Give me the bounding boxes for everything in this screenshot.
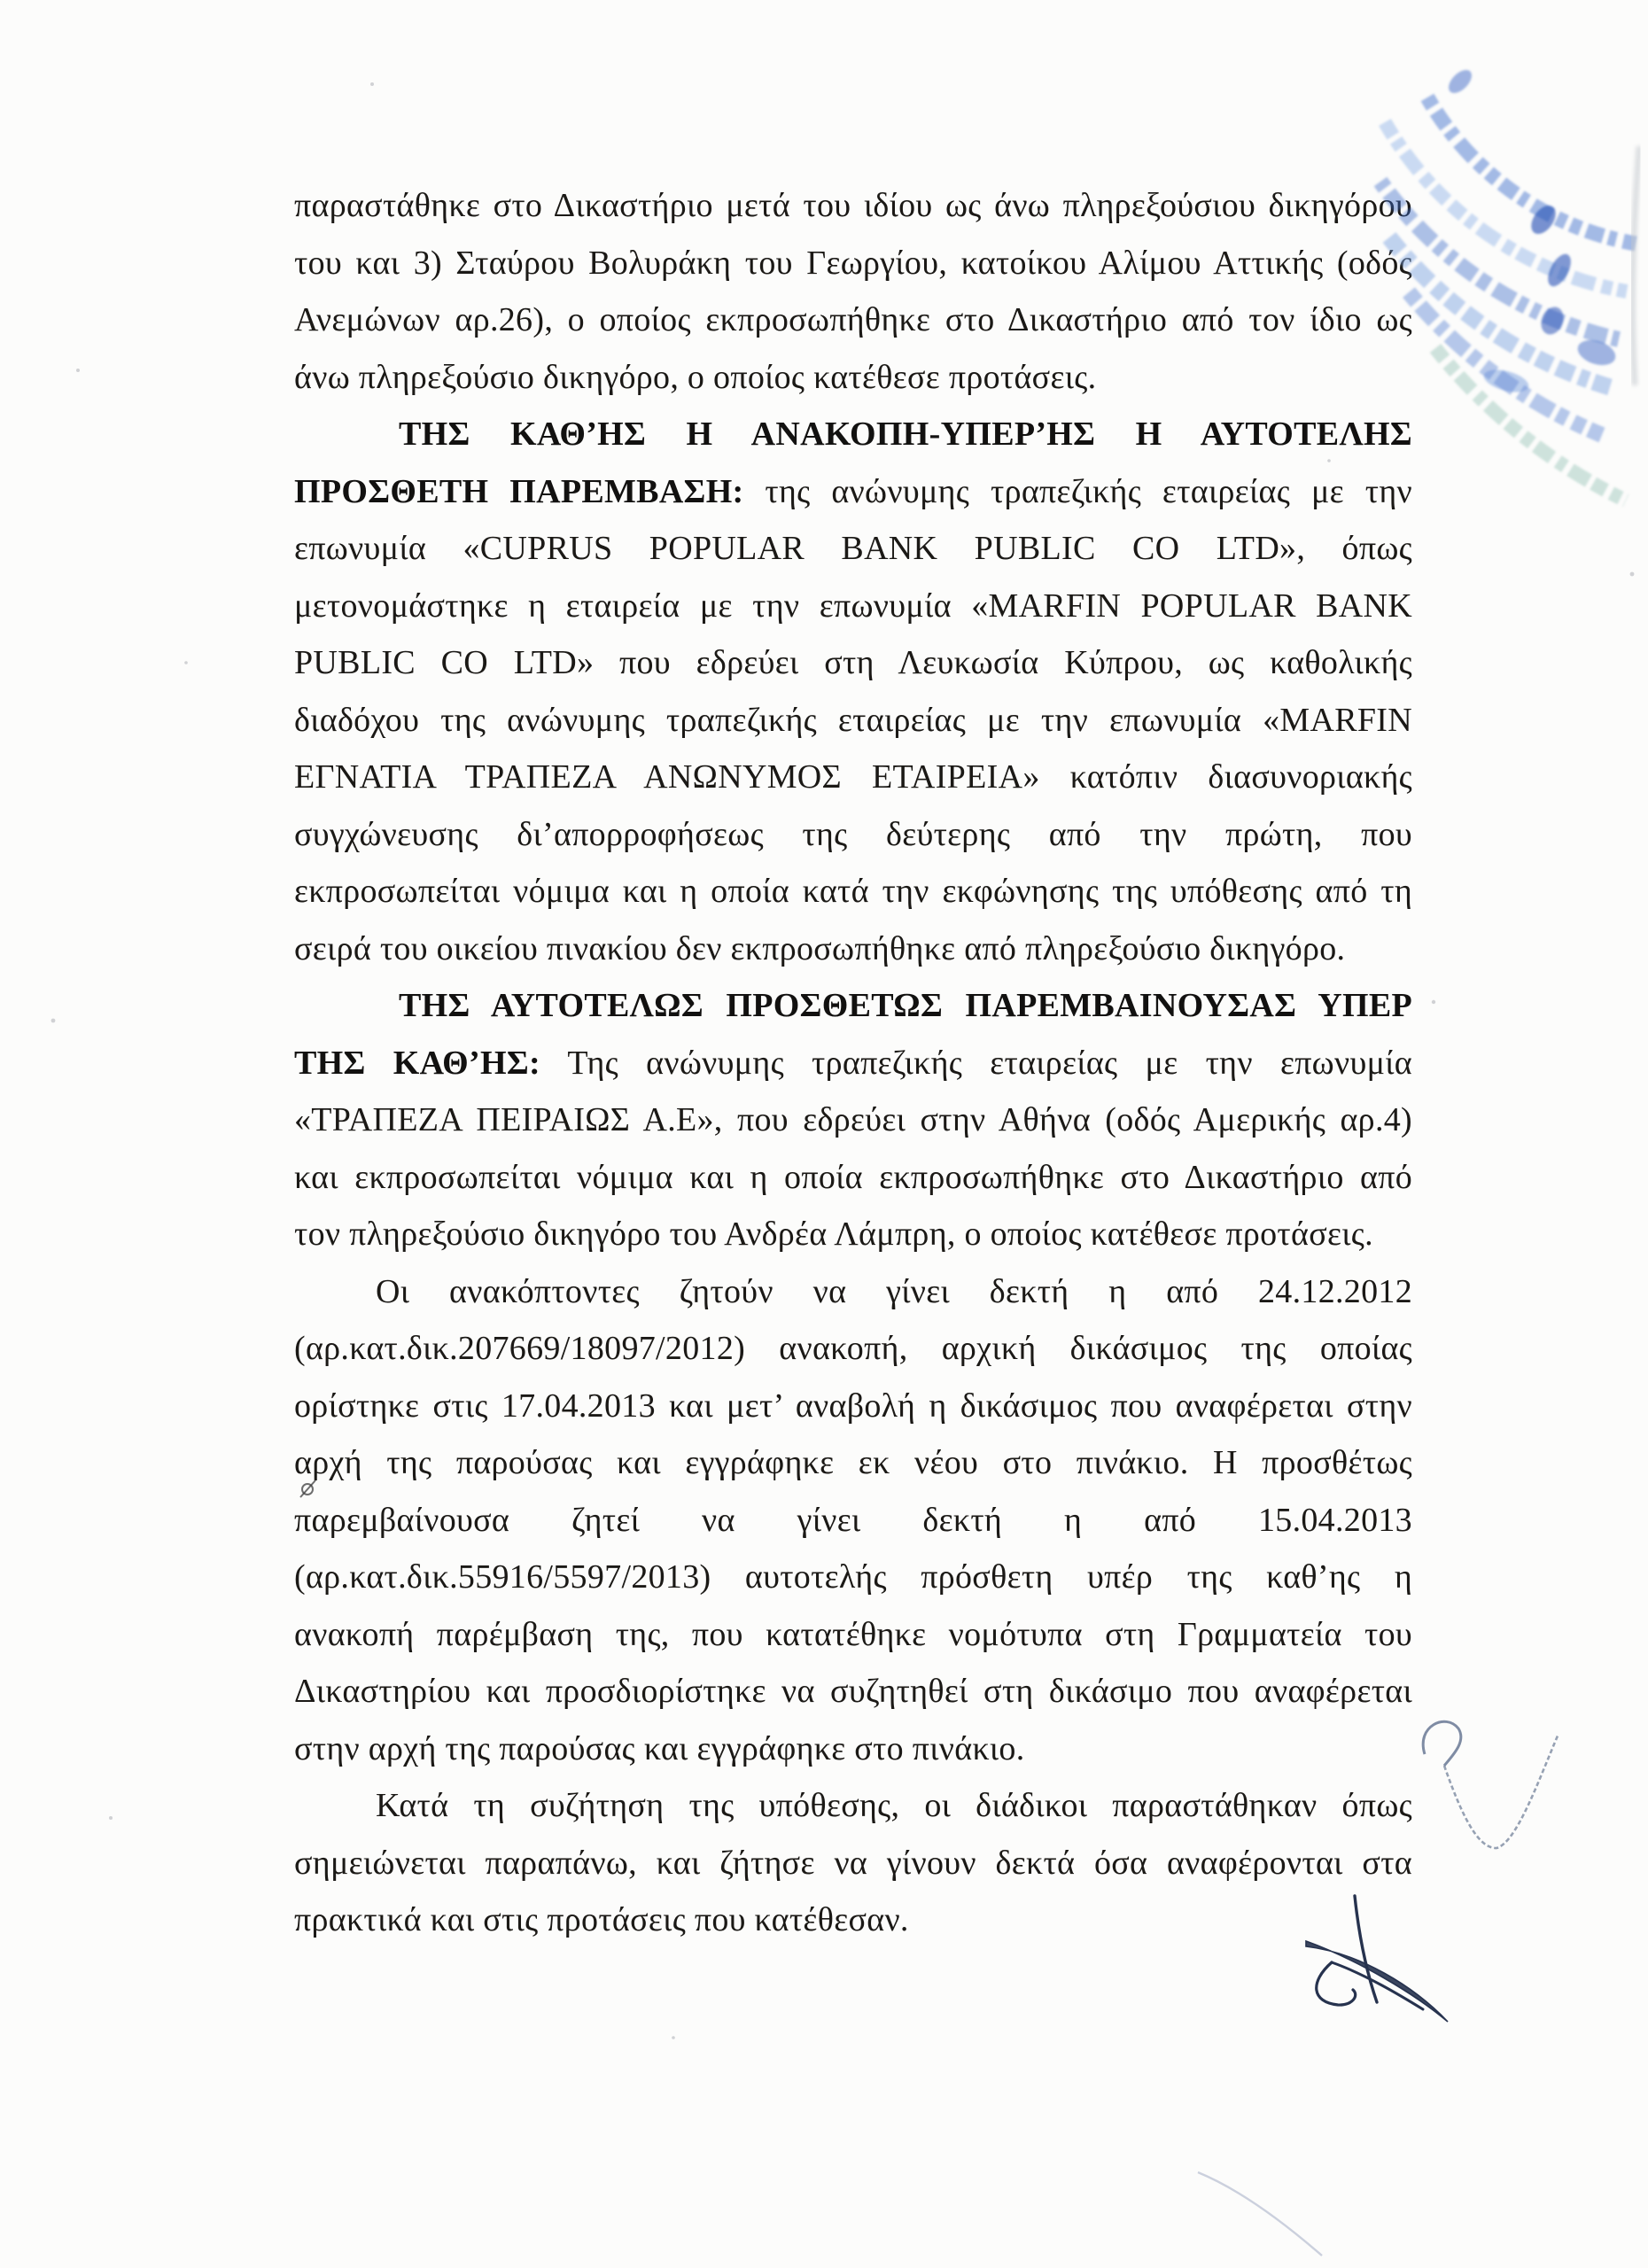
text-line [294,1549,1412,1606]
text-line [294,863,1412,920]
text-line [294,1663,1412,1720]
page-edge-shadow [1633,146,1639,385]
text-segment: του και 3) Σταύρου Βολυράκη του Γεωργίου, κατοίκου Αλίμου Αττικής (οδός [294,244,1412,282]
document-text [294,177,1412,1949]
text-line [294,1835,1412,1892]
text-segment: επωνυμία «CUPRUS POPULAR BANK PUBLIC CO LTD», όπως [294,530,1412,567]
text-line [294,349,1412,407]
text-segment: Ανεμώνων αρ.26), ο οποίος εκπροσωπήθηκε στο Δικαστήριο από τον ίδιο ως [294,301,1412,338]
text-line [294,406,1412,463]
text-line [294,806,1412,864]
bold-text-segment: ΤΗΣ ΚΑΘ’ΗΣ Η ΑΝΑΚΟΠΗ-ΥΠΕΡ’ΗΣ Η ΑΥΤΟΤΕΛΗΣ [399,416,1412,453]
text-segment: πρακτικά και στις προτάσεις που κατέθεσαν. [294,1901,909,1938]
text-line [294,1091,1412,1149]
text-segment: Κατά τη συζήτηση της υπόθεσης, οι διάδικοι παραστάθηκαν όπως [376,1787,1412,1824]
text-line [294,1434,1412,1492]
text-segment: συγχώνευσης δι’απορροφήσεως της δεύτερης από την πρώτη, που [294,815,1412,853]
text-segment: παραστάθηκε στο Δικαστήριο μετά του ιδίου ως άνω πληρεξούσιου δικηγόρου [294,187,1412,224]
text-line [294,1891,1412,1949]
bold-text-segment: ΤΗΣ ΚΑΘ’ΗΣ: [294,1044,540,1082]
text-segment: μετονομάστηκε η εταιρεία με την επωνυμία «MARFIN POPULAR BANK [294,586,1412,625]
bold-text-segment: ΤΗΣ ΑΥΤΟΤΕΛΩΣ ΠΡΟΣΘΕΤΩΣ ΠΑΡΕΜΒΑΙΝΟΥΣΑΣ ΥΠΕΡ [399,987,1412,1024]
bold-text-segment: ΠΡΟΣΘΕΤΗ ΠΑΡΕΜΒΑΣΗ: [294,472,744,510]
text-line [294,578,1412,635]
text-line [294,1606,1412,1664]
text-segment: και εκπροσωπείται νόμιμα και η οποία εκπροσωπήθηκε στο Δικαστήριο από [294,1158,1412,1196]
handwritten-check-mark [1423,1721,1559,1848]
text-line [294,1777,1412,1835]
text-segment: Δικαστηρίου και προσδιορίστηκε να συζητηθεί στη δικάσιμο που αναφέρεται [294,1673,1412,1710]
text-line [294,1263,1412,1321]
text-segment: ΕΓΝΑΤΙΑ ΤΡΑΠΕΖΑ ΑΝΩΝΥΜΟΣ ΕΤΑΙΡΕΙΑ» κατόπιν διασυνοριακής [294,758,1412,796]
text-segment: διαδόχου της ανώνυμης τραπεζικής εταιρείας με την επωνυμία «MARFIN [294,701,1412,739]
text-line [294,977,1412,1035]
text-line [294,1378,1412,1435]
text-segment: σημειώνεται παραπάνω, και ζήτησε να γίνουν δεκτά όσα αναφέρονται στα [294,1844,1412,1882]
text-line [294,1492,1412,1550]
text-line [294,1720,1412,1778]
text-line [294,520,1412,578]
text-line [294,634,1412,692]
text-segment: Οι ανακόπτοντες ζητούν να γίνει δεκτή η από 24.12.2012 [376,1272,1412,1310]
text-segment: της ανώνυμης τραπεζικής εταιρείας με την [743,472,1412,510]
text-segment: ορίστηκε στις 17.04.2013 και μετ’ αναβολή η δικάσιμος που αναφέρεται στην [294,1386,1412,1425]
text-segment: εκπροσωπείται νόμιμα και η οποία κατά την εκφώνησης της υπόθεσης από τη [294,873,1412,910]
faint-pen-stroke [1198,2172,1322,2256]
text-segment: «ΤΡΑΠΕΖΑ ΠΕΙΡΑΙΩΣ Α.Ε», που εδρεύει στην Αθήνα (οδός Αμερικής αρ.4) [294,1101,1412,1138]
text-line [294,291,1412,349]
text-segment: σειρά του οικείου πινακίου δεν εκπροσωπήθηκε από πληρεξούσιο δικηγόρο. [294,929,1346,967]
court-stamp-icon [1380,66,1636,501]
text-segment: ανακοπή παρέμβαση της, που κατατέθηκε νομότυπα στη Γραμματεία του [294,1615,1412,1653]
text-segment: PUBLIC CO LTD» που εδρεύει στη Λευκωσία Κύπρου, ως καθολικής [294,644,1412,681]
text-line [294,1149,1412,1207]
text-line [294,235,1412,292]
text-line [294,1206,1412,1263]
text-segment: Της ανώνυμης τραπεζικής εταιρείας με την επωνυμία [540,1044,1412,1082]
text-line [294,749,1412,806]
text-segment: (αρ.κατ.δικ.55916/5597/2013) αυτοτελής πρόσθετη υπέρ της καθ’ης η [294,1558,1412,1596]
text-segment: αρχή της παρούσας και εγγράφηκε εκ νέου στο πινάκιο. Η προσθέτως [294,1444,1412,1481]
text-line [294,177,1412,235]
text-segment: στην αρχή της παρούσας και εγγράφηκε στο πινάκιο. [294,1729,1025,1767]
text-line [294,463,1412,521]
text-line [294,692,1412,750]
text-segment: (αρ.κατ.δικ.207669/18097/2012) ανακοπή, αρχική δικάσιμος της οποίας [294,1330,1412,1367]
text-segment: άνω πληρεξούσιο δικηγόρο, ο οποίος κατέθεσε προτάσεις. [294,358,1097,396]
text-line [294,920,1412,978]
text-line [294,1035,1412,1092]
text-segment: παρεμβαίνουσα ζητεί να γίνει δεκτή η από 15.04.2013 [294,1501,1412,1539]
text-line [294,1320,1412,1378]
text-segment: τον πληρεξούσιο δικηγόρο του Ανδρέα Λάμπρη, ο οποίος κατέθεσε προτάσεις. [294,1216,1373,1253]
